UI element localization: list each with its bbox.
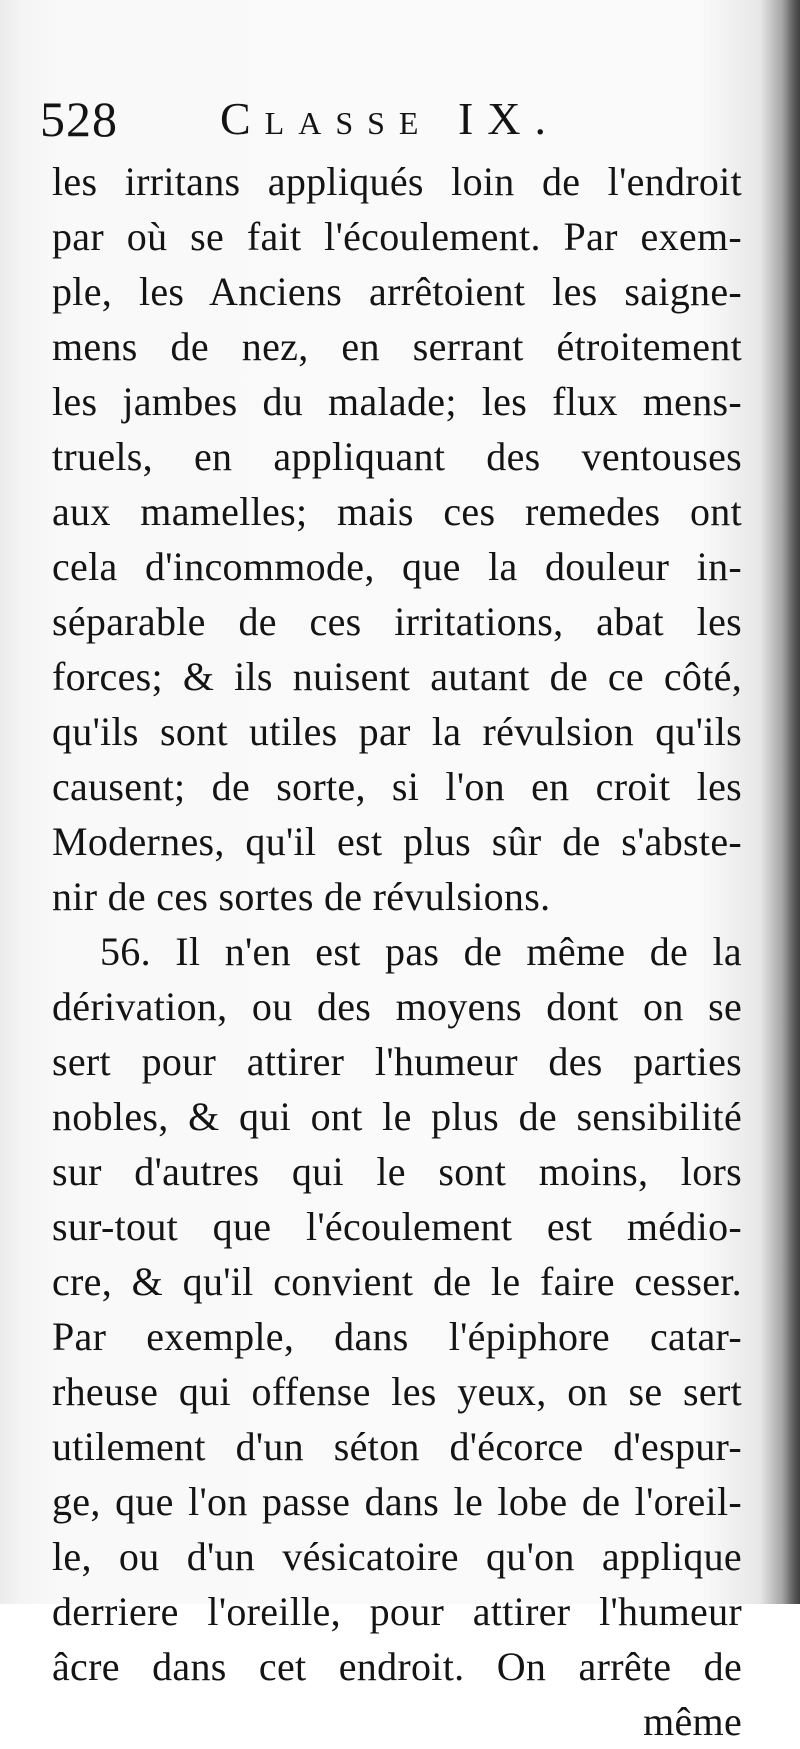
- page-number: 528: [40, 91, 118, 147]
- text-line: forces; & ils nuisent autant de ce côté,: [52, 654, 742, 699]
- text-line: aux mamelles; mais ces remedes ont: [52, 489, 742, 534]
- paragraph-start-line: 56. Il n'en est pas de même de la: [100, 929, 742, 974]
- text-line: qu'ils sont utiles par la révulsion qu'ils: [52, 709, 742, 754]
- text-line: ge, que l'on passe dans le lobe de l'oreil-: [52, 1479, 742, 1524]
- text-line: dérivation, ou des moyens dont on se: [52, 984, 742, 1029]
- text-line: cre, & qu'il convient de le faire cesser.: [52, 1259, 742, 1304]
- paragraph-end-line: nir de ces sortes de révulsions.: [52, 874, 551, 919]
- text-line: mens de nez, en serrant étroitement: [52, 324, 742, 369]
- text-line: Par exemple, dans l'épiphore catar-: [52, 1314, 742, 1359]
- text-line: sur-tout que l'écoulement est médio-: [52, 1204, 742, 1249]
- text-line: truels, en appliquant des ventouses: [52, 434, 742, 479]
- text-line: par où se fait l'écoulement. Par exem-: [52, 214, 742, 259]
- text-line: séparable de ces irritations, abat les: [52, 599, 742, 644]
- text-line: rheuse qui offense les yeux, on se sert: [52, 1369, 742, 1414]
- text-line: ple, les Anciens arrêtoient les saigne-: [52, 269, 742, 314]
- text-line: utilement d'un séton d'écorce d'espur-: [52, 1424, 742, 1469]
- text-line: nobles, & qui ont le plus de sensibilité: [52, 1094, 742, 1139]
- catchword: même: [643, 1699, 742, 1744]
- text-line: les jambes du malade; les flux mens-: [52, 379, 742, 424]
- text-line: âcre dans cet endroit. On arrête de: [52, 1644, 742, 1689]
- body-text: [52, 154, 742, 1749]
- text-line: cela d'incommode, que la douleur in-: [52, 544, 742, 589]
- page-header: [40, 84, 740, 154]
- text-line: les irritans appliqués loin de l'endroit: [52, 159, 742, 204]
- text-line: le, ou d'un vésicatoire qu'on applique: [52, 1534, 742, 1579]
- running-head: Classe IX.: [220, 93, 561, 144]
- text-line: derriere l'oreille, pour attirer l'humeur: [52, 1589, 742, 1634]
- text-line: sur d'autres qui le sont moins, lors: [52, 1149, 742, 1194]
- text-line: Modernes, qu'il est plus sûr de s'abste-: [52, 819, 742, 864]
- text-line: causent; de sorte, si l'on en croit les: [52, 764, 742, 809]
- text-line: sert pour attirer l'humeur des parties: [52, 1039, 742, 1084]
